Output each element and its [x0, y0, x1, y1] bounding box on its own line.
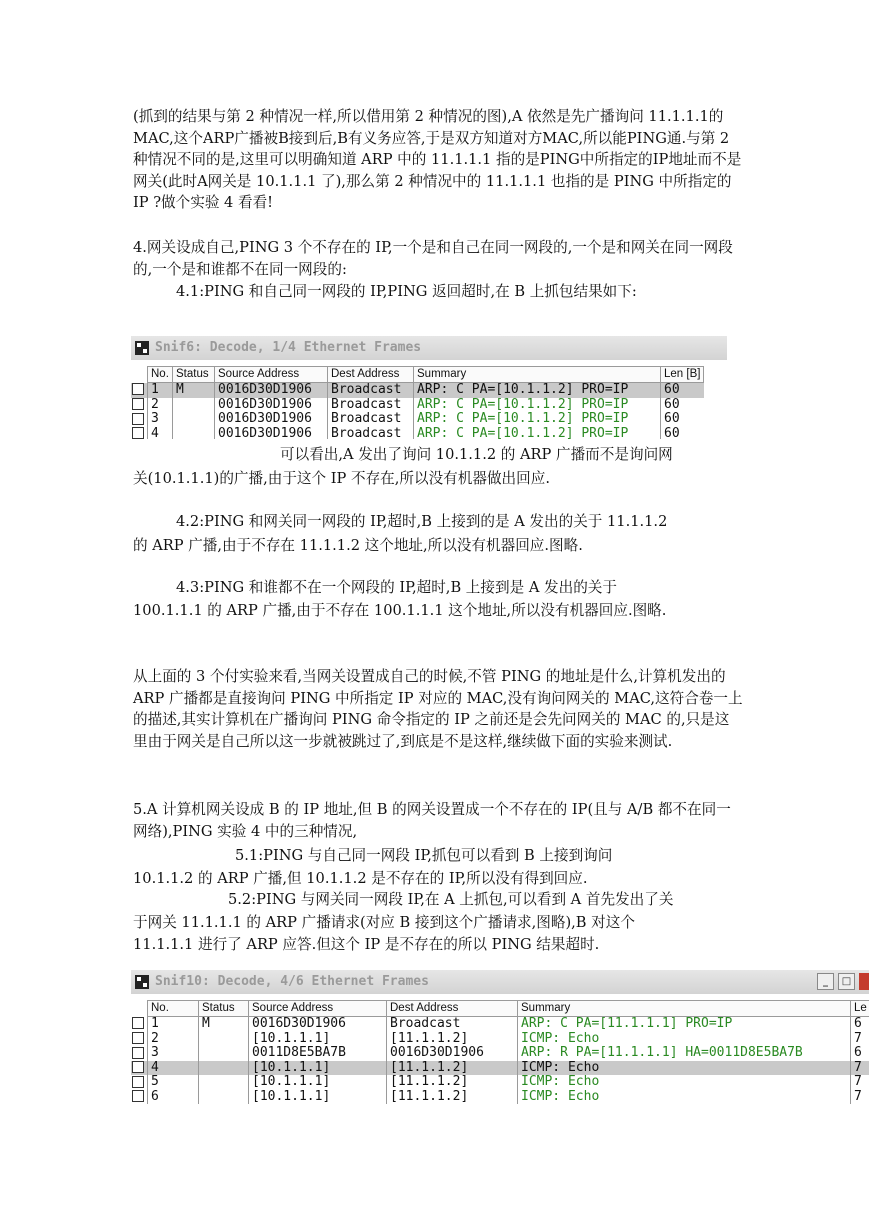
table-row[interactable] [131, 1061, 869, 1076]
frame-table [131, 1000, 869, 1104]
row-checkbox[interactable] [132, 398, 144, 410]
cell-dest: [11.1.1.2] [387, 1075, 518, 1090]
cell-dest: Broadcast [328, 398, 414, 413]
col-header-dest[interactable]: Dest Address [328, 367, 414, 383]
paragraph-1: (抓到的结果与第 2 种情况一样,所以借用第 2 种情况的图),A 依然是先广播询问 11.1.1.1的MAC,这个ARP广播被B接到后,B有义务应答,于是双方知道对方MAC,所以能PING通.与第 2 种情况不同的是,这里可以明确知道 ARP 中的 11.1.1.1 指的是PING中所指定的IP地址而不是网关(此时A网关是 10.1.1.1 了),那么第 2 种情况中的 11.1.1.1 也指的是 PING 中所指定的 IP ?做个实验 4 看看! [133, 108, 742, 211]
cell-source: [10.1.1.1] [249, 1090, 387, 1105]
table-row[interactable] [131, 1090, 869, 1105]
row-checkbox[interactable] [132, 383, 144, 395]
section-4-intro: 4.网关设成自己,PING 3 个不存在的 IP,一个是和自己在同一网段的,一个是和网关在同一网段的,一个是和谁都不在同一网段的: [133, 239, 733, 278]
cell-len: 60 [661, 412, 704, 427]
sniffer-title-bar [131, 970, 869, 994]
cell-len: 60 [661, 383, 704, 398]
cell-len: 7 [851, 1075, 869, 1090]
sniffer-app-icon [135, 975, 149, 989]
cell-no: 3 [148, 412, 173, 427]
cell-source: 0016D30D1906 [215, 398, 328, 413]
cell-summary: ARP: C PA=[10.1.1.2] PRO=IP [414, 398, 661, 413]
section-5-2-line2: 于网关 11.1.1.1 的 ARP 广播请求(对应 B 接到这个广播请求,图略),B 对这个 [133, 914, 635, 931]
sniffer-window-snif10 [131, 970, 869, 1108]
cell-status [199, 1090, 249, 1105]
section-5-2-line3: 11.1.1.1 进行了 ARP 应答.但这个 IP 是不存在的所以 PING 结果超时. [133, 936, 600, 953]
cell-len: 7 [851, 1090, 869, 1105]
cell-dest: [11.1.1.2] [387, 1090, 518, 1105]
col-header-summary[interactable]: Summary [518, 1001, 851, 1017]
cell-no: 5 [148, 1075, 199, 1090]
cell-no: 1 [148, 1017, 199, 1032]
cell-source: [10.1.1.1] [249, 1032, 387, 1047]
cell-len: 7 [851, 1061, 869, 1076]
section-4-3-line1: 4.3:PING 和谁都不在一个网段的 IP,超时,B 上接到是 A 发出的关于 [176, 579, 617, 596]
section-4-2-line2: 的 ARP 广播,由于不存在 11.1.1.2 这个地址,所以没有机器回应.图略. [133, 537, 583, 554]
cell-summary: ARP: C PA=[10.1.1.2] PRO=IP [414, 412, 661, 427]
table-row[interactable] [131, 1032, 869, 1047]
cell-summary: ARP: R PA=[11.1.1.1] HA=0011D8E5BA7B [518, 1046, 851, 1061]
col-header-status[interactable]: Status [199, 1001, 249, 1017]
col-header-source[interactable]: Source Address [249, 1001, 387, 1017]
cell-len: 60 [661, 398, 704, 413]
cell-status: M [199, 1017, 249, 1032]
col-header-dest[interactable]: Dest Address [387, 1001, 518, 1017]
minimize-icon[interactable]: _ [817, 973, 834, 990]
row-checkbox[interactable] [132, 427, 144, 439]
cell-summary: ICMP: Echo [518, 1061, 851, 1076]
cell-status [173, 412, 215, 427]
paragraph-analysis-line2: 关(10.1.1.1)的广播,由于这个 IP 不存在,所以没有机器做出回应. [133, 470, 550, 487]
frame-table [131, 366, 704, 439]
sniffer-title: Snif10: Decode, 4/6 Ethernet Frames [155, 974, 429, 989]
cell-status [173, 427, 215, 440]
sniffer-window-snif6 [131, 336, 727, 439]
cell-source: [10.1.1.1] [249, 1075, 387, 1090]
row-checkbox[interactable] [132, 1076, 144, 1088]
cell-len: 6 [851, 1017, 869, 1032]
cell-len: 60 [661, 427, 704, 440]
cell-summary: ARP: C PA=[11.1.1.1] PRO=IP [518, 1017, 851, 1032]
col-header-len[interactable]: Len [B] [661, 367, 704, 383]
section-4-3-line2: 100.1.1.1 的 ARP 广播,由于不存在 100.1.1.1 这个地址,所以没有机器回应.图略. [133, 602, 667, 619]
section-4-2-line1: 4.2:PING 和网关同一网段的 IP,超时,B 上接到的是 A 发出的关于 11.1.1.2 [176, 513, 668, 530]
row-checkbox[interactable] [132, 1090, 144, 1102]
table-row[interactable] [131, 412, 704, 427]
cell-no: 4 [148, 1061, 199, 1076]
row-checkbox[interactable] [132, 1017, 144, 1029]
cell-dest: [11.1.1.2] [387, 1061, 518, 1076]
col-header-no[interactable]: No. [148, 367, 173, 383]
table-row[interactable] [131, 383, 704, 398]
cell-status [199, 1061, 249, 1076]
cell-no: 6 [148, 1090, 199, 1105]
maximize-icon[interactable]: □ [838, 973, 855, 990]
cell-dest: Broadcast [387, 1017, 518, 1032]
section-5-2-line1: 5.2:PING 与网关同一网段 IP,在 A 上抓包,可以看到 A 首先发出了关 [228, 891, 674, 908]
row-checkbox[interactable] [132, 1032, 144, 1044]
cell-len: 7 [851, 1032, 869, 1047]
cell-no: 3 [148, 1046, 199, 1061]
cell-summary: ARP: C PA=[10.1.1.2] PRO=IP [414, 427, 661, 440]
row-checkbox[interactable] [132, 413, 144, 425]
col-header-summary[interactable]: Summary [414, 367, 661, 383]
col-header-len[interactable]: Le [851, 1001, 869, 1017]
cell-no: 1 [148, 383, 173, 398]
col-header-status[interactable]: Status [173, 367, 215, 383]
cell-source: 0016D30D1906 [249, 1017, 387, 1032]
section-5-1-line2: 10.1.1.2 的 ARP 广播,但 10.1.1.2 是不存在的 IP,所以没有得到回应. [133, 870, 588, 887]
cell-dest: Broadcast [328, 427, 414, 440]
sniffer-title-bar [131, 336, 727, 360]
table-row[interactable] [131, 398, 704, 413]
close-icon[interactable] [859, 973, 869, 990]
cell-len: 6 [851, 1046, 869, 1061]
cell-dest: 0016D30D1906 [387, 1046, 518, 1061]
section-5-intro: 5.A 计算机网关设成 B 的 IP 地址,但 B 的网关设置成一个不存在的 IP(且与 A/B 都不在同一网络),PING 实验 4 中的三种情况, [133, 801, 731, 840]
cell-no: 2 [148, 398, 173, 413]
paragraph-conclusion: 从上面的 3 个付实验来看,当网关设置成自己的时候,不管 PING 的地址是什么,计算机发出的 ARP 广播都是直接询问 PING 中所指定 IP 对应的 MAC,没有询问网关的 MAC,这符合卷一上的描述,其实计算机在广播询问 PING 命令指定的 IP 之前还是会先问网关的 MAC 的,只是这里由于网关是自己所以这一步就被跳过了,到底是不是这样,继续做下面的实验来测试. [133, 668, 743, 750]
table-row[interactable] [131, 427, 704, 440]
section-5-1-line1: 5.1:PING 与自己同一网段 IP,抓包可以看到 B 上接到询问 [235, 847, 613, 864]
table-row[interactable] [131, 1017, 869, 1032]
cell-summary: ICMP: Echo [518, 1090, 851, 1105]
cell-status [173, 398, 215, 413]
row-checkbox[interactable] [132, 1047, 144, 1059]
cell-no: 2 [148, 1032, 199, 1047]
cell-status [199, 1032, 249, 1047]
cell-summary: ARP: C PA=[10.1.1.2] PRO=IP [414, 383, 661, 398]
table-row[interactable] [131, 1075, 869, 1090]
col-header-source[interactable]: Source Address [215, 367, 328, 383]
cell-status: M [173, 383, 215, 398]
cell-source: 0016D30D1906 [215, 383, 328, 398]
cell-source: [10.1.1.1] [249, 1061, 387, 1076]
sniffer-title: Snif6: Decode, 1/4 Ethernet Frames [155, 340, 422, 355]
table-row[interactable] [131, 1046, 869, 1061]
cell-status [199, 1046, 249, 1061]
cell-no: 4 [148, 427, 173, 440]
section-4-1: 4.1:PING 和自己同一网段的 IP,PING 返回超时,在 B 上抓包结果如下: [176, 283, 637, 300]
cell-source: 0016D30D1906 [215, 427, 328, 440]
cell-summary: ICMP: Echo [518, 1032, 851, 1047]
cell-dest: Broadcast [328, 412, 414, 427]
cell-summary: ICMP: Echo [518, 1075, 851, 1090]
paragraph-analysis-line1: 可以看出,A 发出了询问 10.1.1.2 的 ARP 广播而不是询问网 [280, 446, 673, 463]
cell-dest: Broadcast [328, 383, 414, 398]
cell-dest: [11.1.1.2] [387, 1032, 518, 1047]
cell-status [199, 1075, 249, 1090]
col-header-no[interactable]: No. [148, 1001, 199, 1017]
sniffer-app-icon [135, 341, 149, 355]
cell-source: 0011D8E5BA7B [249, 1046, 387, 1061]
cell-source: 0016D30D1906 [215, 412, 328, 427]
row-checkbox[interactable] [132, 1061, 144, 1073]
